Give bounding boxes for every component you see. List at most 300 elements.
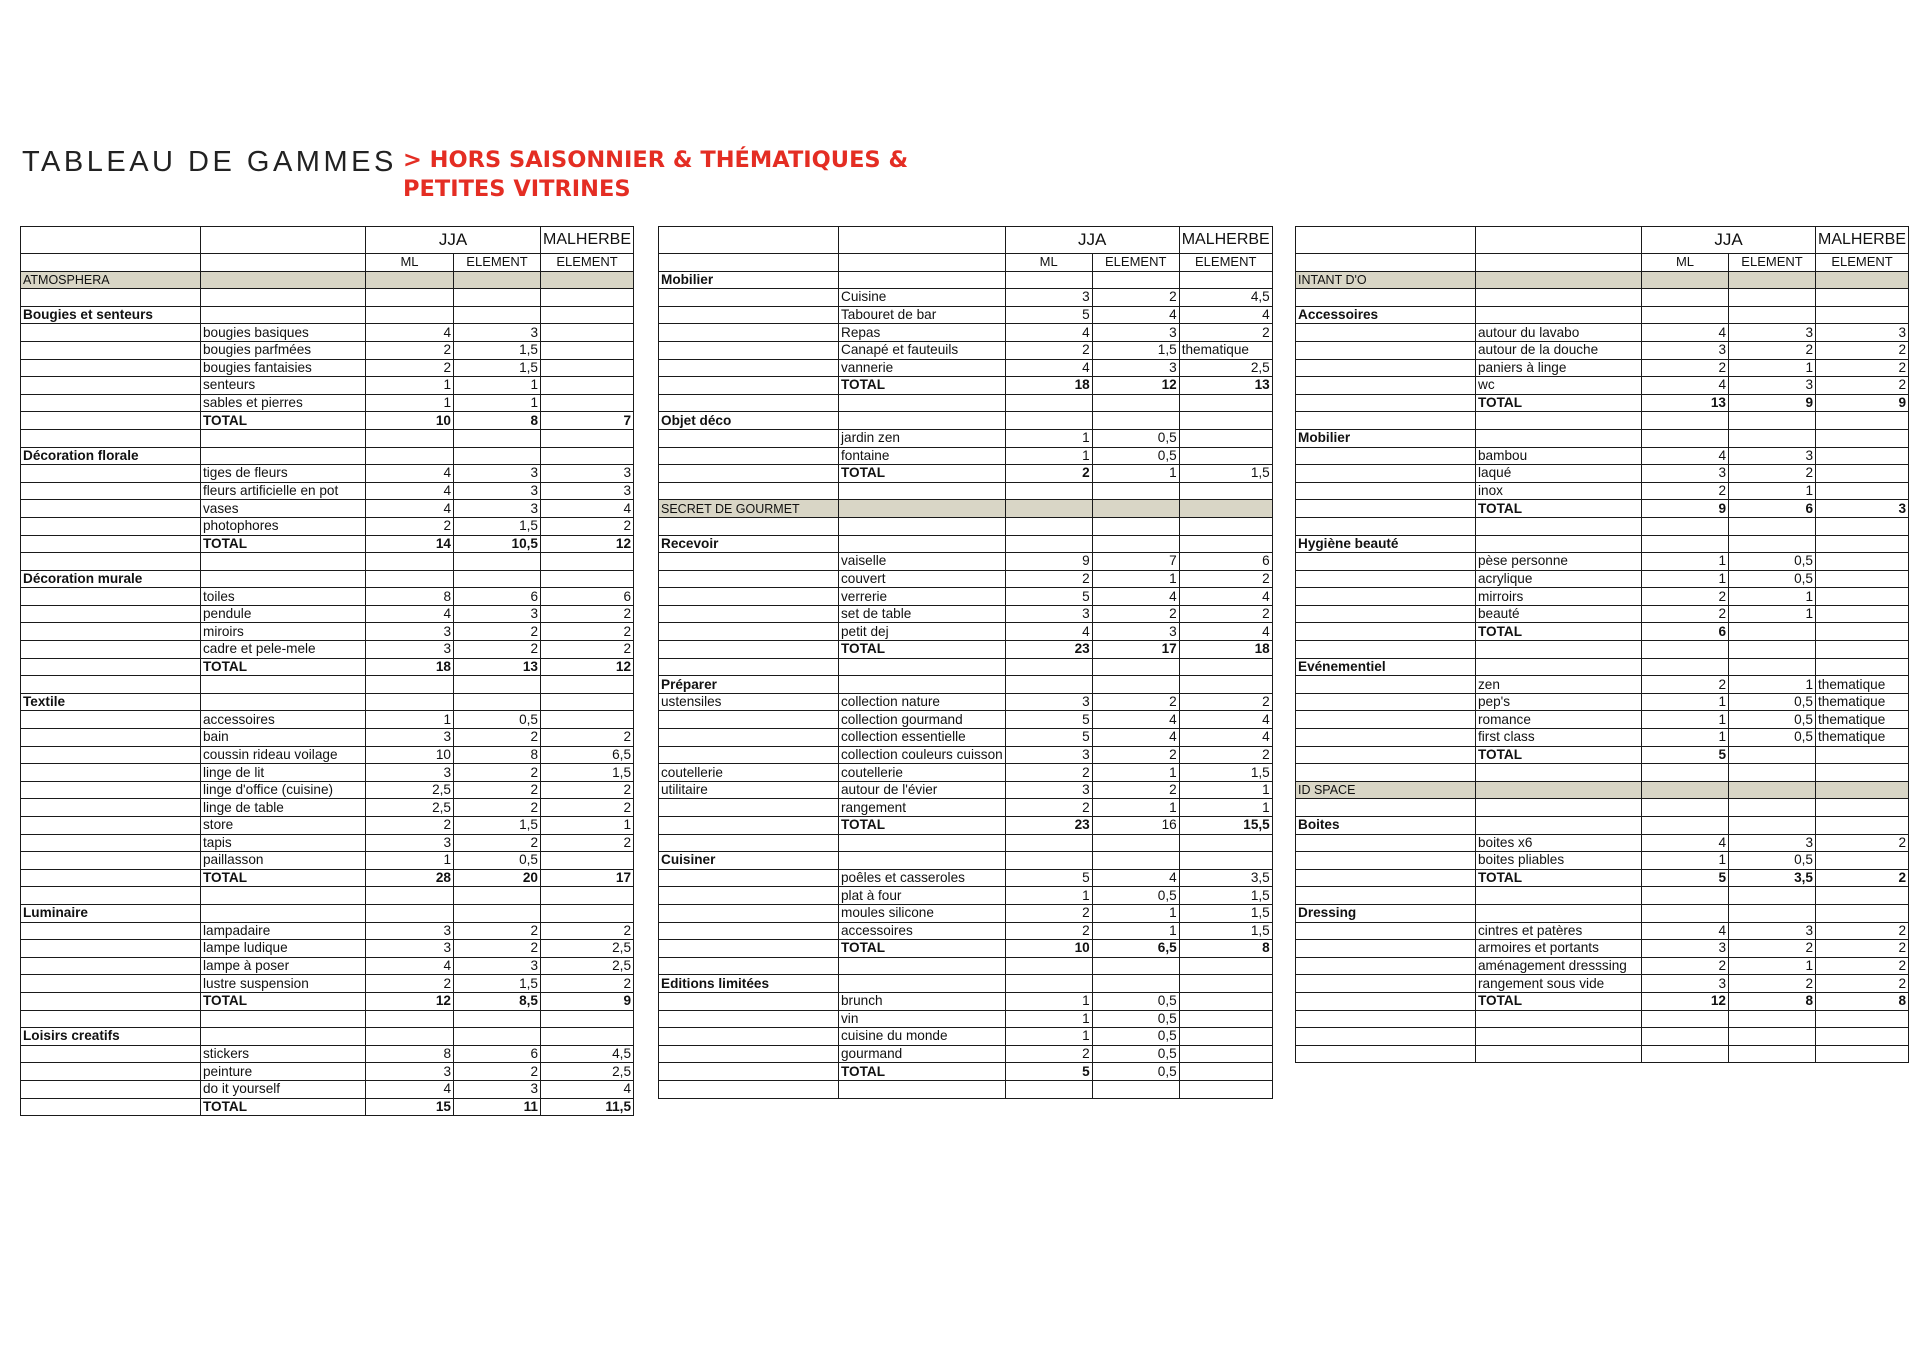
malherbe-cell: 1,5 — [1179, 465, 1272, 483]
item-cell: bougies basiques — [201, 324, 366, 342]
item-cell — [201, 1010, 366, 1028]
malherbe-cell — [541, 852, 634, 870]
table-row — [21, 746, 634, 764]
category-row — [1296, 817, 1909, 835]
element-cell: 0,5 — [454, 711, 541, 729]
table-row — [659, 1010, 1273, 1028]
malherbe-cell — [1179, 1010, 1272, 1028]
item-cell — [1476, 764, 1642, 782]
ml-cell — [1005, 412, 1092, 430]
group-cell — [1296, 482, 1476, 500]
table-row — [21, 957, 634, 975]
malherbe-cell — [1816, 781, 1909, 799]
group-cell — [659, 887, 839, 905]
ml-cell: 3 — [366, 922, 454, 940]
table-row — [659, 289, 1273, 307]
ml-cell: 3 — [366, 1063, 454, 1081]
element-cell — [454, 676, 541, 694]
total-row — [659, 1063, 1273, 1081]
malherbe-cell: 2 — [541, 729, 634, 747]
element-cell: 2 — [454, 641, 541, 659]
item-cell: toiles — [201, 588, 366, 606]
group-cell — [1296, 799, 1476, 817]
element-cell: 3 — [454, 1080, 541, 1098]
malherbe-cell: 1,5 — [1179, 922, 1272, 940]
malherbe-cell — [541, 553, 634, 571]
category-row — [21, 447, 634, 465]
malherbe-cell: thematique — [1816, 711, 1909, 729]
ml-cell: 8 — [366, 1045, 454, 1063]
element-cell — [1092, 412, 1179, 430]
ml-cell — [1642, 412, 1729, 430]
malherbe-cell: 15,5 — [1179, 817, 1272, 835]
ml-cell: 14 — [366, 535, 454, 553]
element-cell — [1729, 623, 1816, 641]
malherbe-cell — [1179, 517, 1272, 535]
table-row — [21, 676, 634, 694]
element-cell — [454, 289, 541, 307]
ml-cell: 5 — [1005, 869, 1092, 887]
element-cell — [1092, 852, 1179, 870]
category-row — [1296, 429, 1909, 447]
header-malherbe: MALHERBE — [1816, 227, 1909, 254]
ml-cell: 13 — [1642, 394, 1729, 412]
malherbe-cell: thematique — [1816, 693, 1909, 711]
ml-cell: 3 — [366, 834, 454, 852]
item-cell — [201, 904, 366, 922]
element-cell: 1 — [1729, 359, 1816, 377]
item-cell — [839, 975, 1006, 993]
item-cell — [839, 500, 1006, 518]
element-cell — [1092, 834, 1179, 852]
ml-cell: 5 — [1642, 746, 1729, 764]
item-cell: TOTAL — [839, 641, 1006, 659]
ml-cell: 3 — [1005, 746, 1092, 764]
item-cell — [1476, 535, 1642, 553]
ml-cell: 2 — [1005, 465, 1092, 483]
group-cell — [21, 957, 201, 975]
ml-cell — [1005, 482, 1092, 500]
element-cell — [1729, 781, 1816, 799]
item-cell: poêles et casseroles — [839, 869, 1006, 887]
category-title: Bougies et senteurs — [21, 306, 201, 324]
element-cell — [1729, 817, 1816, 835]
table-row — [1296, 359, 1909, 377]
category-row — [659, 676, 1273, 694]
item-cell — [1476, 306, 1642, 324]
category-row — [1296, 904, 1909, 922]
ml-cell — [1642, 817, 1729, 835]
group-cell — [1296, 412, 1476, 430]
malherbe-cell — [1179, 412, 1272, 430]
item-cell: TOTAL — [839, 377, 1006, 395]
section-title: ATMOSPHERA — [21, 271, 201, 289]
category-title: Mobilier — [1296, 429, 1476, 447]
malherbe-cell — [1179, 535, 1272, 553]
header-malherbe: MALHERBE — [541, 227, 634, 254]
malherbe-cell — [1816, 570, 1909, 588]
malherbe-cell: 2 — [541, 623, 634, 641]
group-cell — [1296, 992, 1476, 1010]
ml-cell — [366, 887, 454, 905]
group-cell — [659, 711, 839, 729]
malherbe-cell — [1179, 447, 1272, 465]
element-cell — [1092, 1080, 1179, 1098]
malherbe-cell — [1816, 1045, 1909, 1063]
item-cell — [1476, 289, 1642, 307]
table-row — [659, 992, 1273, 1010]
total-row — [1296, 992, 1909, 1010]
group-cell — [659, 817, 839, 835]
element-cell — [1729, 429, 1816, 447]
malherbe-cell: 4 — [1179, 623, 1272, 641]
element-cell: 0,5 — [1729, 729, 1816, 747]
element-cell: 1 — [1729, 588, 1816, 606]
group-cell — [21, 1098, 201, 1116]
element-cell: 8,5 — [454, 992, 541, 1010]
malherbe-cell: 3,5 — [1179, 869, 1272, 887]
item-cell — [839, 1080, 1006, 1098]
group-cell — [659, 922, 839, 940]
group-cell — [21, 623, 201, 641]
ml-cell: 2 — [1005, 922, 1092, 940]
group-cell — [21, 817, 201, 835]
group-cell — [1296, 940, 1476, 958]
group-cell — [21, 975, 201, 993]
malherbe-cell: 12 — [541, 658, 634, 676]
table-row — [21, 429, 634, 447]
ml-cell — [366, 271, 454, 289]
table-row — [21, 641, 634, 659]
malherbe-cell: 6 — [541, 588, 634, 606]
item-cell — [201, 289, 366, 307]
malherbe-cell: 2 — [1816, 359, 1909, 377]
ml-cell — [366, 570, 454, 588]
item-cell: rangement sous vide — [1476, 975, 1642, 993]
group-cell — [21, 1010, 201, 1028]
malherbe-cell — [1179, 1063, 1272, 1081]
item-cell: tapis — [201, 834, 366, 852]
element-cell: 0,5 — [1092, 429, 1179, 447]
malherbe-cell: 2 — [1816, 341, 1909, 359]
group-cell — [1296, 834, 1476, 852]
ml-cell: 1 — [366, 394, 454, 412]
ml-cell: 4 — [1642, 922, 1729, 940]
element-cell — [1729, 1010, 1816, 1028]
table-row — [659, 834, 1273, 852]
category-title: Recevoir — [659, 535, 839, 553]
table-row — [1296, 412, 1909, 430]
element-cell: 0,5 — [1729, 852, 1816, 870]
group-cell — [659, 394, 839, 412]
element-cell: 0,5 — [1092, 1045, 1179, 1063]
element-cell — [1092, 957, 1179, 975]
group-cell — [659, 957, 839, 975]
table-row — [659, 1080, 1273, 1098]
malherbe-cell — [1179, 975, 1272, 993]
malherbe-cell — [541, 676, 634, 694]
malherbe-cell — [1816, 1010, 1909, 1028]
element-cell: 2 — [454, 764, 541, 782]
element-cell — [1729, 1045, 1816, 1063]
ml-cell: 4 — [366, 482, 454, 500]
element-cell: 1,5 — [454, 975, 541, 993]
item-cell: accessoires — [201, 711, 366, 729]
malherbe-cell — [1816, 746, 1909, 764]
page-subtitle — [403, 146, 908, 204]
malherbe-cell: 2 — [541, 799, 634, 817]
category-row — [21, 570, 634, 588]
element-cell: 2 — [454, 922, 541, 940]
ml-cell: 2 — [1005, 1045, 1092, 1063]
malherbe-cell: 2 — [1816, 869, 1909, 887]
group-cell — [1296, 553, 1476, 571]
element-cell: 2 — [454, 623, 541, 641]
ml-cell — [1642, 306, 1729, 324]
item-cell: miroirs — [201, 623, 366, 641]
malherbe-cell: 2 — [1179, 693, 1272, 711]
item-cell: collection essentielle — [839, 729, 1006, 747]
table-row — [659, 1028, 1273, 1046]
ml-cell — [1642, 1045, 1729, 1063]
item-cell: vin — [839, 1010, 1006, 1028]
category-row — [659, 271, 1273, 289]
ml-cell: 4 — [1642, 377, 1729, 395]
table-row — [1296, 377, 1909, 395]
table-row — [1296, 693, 1909, 711]
item-cell — [201, 447, 366, 465]
item-cell: autour de la douche — [1476, 341, 1642, 359]
item-cell: paniers à linge — [1476, 359, 1642, 377]
header-element: ELEMENT — [1092, 254, 1179, 272]
item-cell: verrerie — [839, 588, 1006, 606]
element-cell: 4 — [1092, 869, 1179, 887]
ml-cell — [1005, 676, 1092, 694]
table-row — [1296, 641, 1909, 659]
item-cell: TOTAL — [839, 465, 1006, 483]
element-cell: 1,5 — [454, 517, 541, 535]
ml-cell: 23 — [1005, 817, 1092, 835]
ml-cell: 10 — [1005, 940, 1092, 958]
item-cell — [201, 887, 366, 905]
table-row — [1296, 1045, 1909, 1063]
malherbe-cell: 18 — [1179, 641, 1272, 659]
malherbe-cell — [1179, 500, 1272, 518]
element-cell: 2 — [454, 729, 541, 747]
item-cell: lustre suspension — [201, 975, 366, 993]
element-cell — [454, 429, 541, 447]
element-cell: 3 — [454, 605, 541, 623]
group-cell — [21, 429, 201, 447]
ml-cell: 4 — [366, 324, 454, 342]
item-cell: wc — [1476, 377, 1642, 395]
item-cell — [839, 412, 1006, 430]
group-cell — [1296, 465, 1476, 483]
item-cell: tiges de fleurs — [201, 465, 366, 483]
group-cell — [1296, 623, 1476, 641]
group-cell — [659, 605, 839, 623]
item-cell: TOTAL — [839, 817, 1006, 835]
group-cell — [1296, 869, 1476, 887]
group-cell — [21, 341, 201, 359]
malherbe-cell — [1816, 465, 1909, 483]
malherbe-cell: 12 — [541, 535, 634, 553]
ml-cell: 2 — [366, 359, 454, 377]
group-cell — [1296, 324, 1476, 342]
ml-cell — [1642, 904, 1729, 922]
table-row — [1296, 729, 1909, 747]
table-row — [1296, 605, 1909, 623]
table-row — [21, 817, 634, 835]
malherbe-cell — [541, 447, 634, 465]
malherbe-cell — [541, 693, 634, 711]
malherbe-cell: 3 — [541, 482, 634, 500]
malherbe-cell — [1179, 658, 1272, 676]
group-cell: coutellerie — [659, 764, 839, 782]
ml-cell: 4 — [366, 465, 454, 483]
group-cell — [659, 324, 839, 342]
ml-cell: 4 — [1642, 834, 1729, 852]
ml-cell: 10 — [366, 412, 454, 430]
item-cell: store — [201, 817, 366, 835]
item-cell: boites x6 — [1476, 834, 1642, 852]
group-cell — [21, 834, 201, 852]
table-row — [21, 605, 634, 623]
table-row — [659, 359, 1273, 377]
table-row — [659, 623, 1273, 641]
malherbe-cell: 17 — [541, 869, 634, 887]
category-row — [1296, 658, 1909, 676]
total-row — [21, 992, 634, 1010]
item-cell: TOTAL — [1476, 992, 1642, 1010]
element-cell: 2 — [1092, 605, 1179, 623]
category-title: Décoration murale — [21, 570, 201, 588]
group-cell — [1296, 289, 1476, 307]
malherbe-cell — [1816, 1028, 1909, 1046]
category-title: Objet déco — [659, 412, 839, 430]
table-row — [21, 781, 634, 799]
group-cell — [659, 517, 839, 535]
group-cell — [1296, 852, 1476, 870]
element-cell: 6,5 — [1092, 940, 1179, 958]
table-row — [21, 553, 634, 571]
group-cell — [21, 535, 201, 553]
table-row — [1296, 570, 1909, 588]
element-cell: 6 — [454, 588, 541, 606]
group-cell — [1296, 975, 1476, 993]
element-cell: 4 — [1092, 711, 1179, 729]
element-cell: 1 — [1729, 957, 1816, 975]
table-row — [1296, 676, 1909, 694]
ml-cell — [366, 1010, 454, 1028]
group-cell: utilitaire — [659, 781, 839, 799]
item-cell — [1476, 641, 1642, 659]
ml-cell: 1 — [1642, 553, 1729, 571]
ml-cell — [1642, 517, 1729, 535]
table-row — [659, 482, 1273, 500]
table-row — [659, 957, 1273, 975]
header-element: ELEMENT — [1816, 254, 1909, 272]
malherbe-cell — [1816, 658, 1909, 676]
ml-cell — [1005, 852, 1092, 870]
element-cell: 2 — [454, 940, 541, 958]
total-row — [1296, 394, 1909, 412]
ml-cell: 2 — [366, 817, 454, 835]
item-cell: linge d'office (cuisine) — [201, 781, 366, 799]
table-row — [21, 799, 634, 817]
ml-cell — [1642, 658, 1729, 676]
ml-cell — [366, 904, 454, 922]
ml-cell: 2,5 — [366, 799, 454, 817]
item-cell: TOTAL — [201, 869, 366, 887]
table-row — [659, 869, 1273, 887]
item-cell — [201, 676, 366, 694]
ml-cell: 2 — [1642, 957, 1729, 975]
element-cell — [1729, 887, 1816, 905]
group-cell — [21, 394, 201, 412]
ml-cell — [1642, 887, 1729, 905]
element-cell — [1729, 1028, 1816, 1046]
malherbe-cell — [541, 271, 634, 289]
element-cell: 3 — [454, 324, 541, 342]
ml-cell: 1 — [1642, 852, 1729, 870]
malherbe-cell: 2 — [1816, 957, 1909, 975]
element-cell: 4 — [1092, 729, 1179, 747]
ml-cell: 28 — [366, 869, 454, 887]
element-cell: 2 — [454, 1063, 541, 1081]
item-cell: Tabouret de bar — [839, 306, 1006, 324]
malherbe-cell — [1179, 676, 1272, 694]
group-cell — [659, 570, 839, 588]
item-cell — [1476, 429, 1642, 447]
element-cell — [1729, 271, 1816, 289]
group-cell — [21, 799, 201, 817]
ml-cell: 18 — [366, 658, 454, 676]
item-cell: aménagement dresssing — [1476, 957, 1642, 975]
item-cell — [839, 271, 1006, 289]
item-cell: coussin rideau voilage — [201, 746, 366, 764]
group-cell — [1296, 764, 1476, 782]
table-row — [659, 781, 1273, 799]
ml-cell — [1642, 535, 1729, 553]
element-cell: 3 — [1729, 377, 1816, 395]
element-cell — [1729, 746, 1816, 764]
malherbe-cell — [1179, 1045, 1272, 1063]
malherbe-cell — [541, 1028, 634, 1046]
malherbe-cell: thematique — [1816, 676, 1909, 694]
table-row — [21, 764, 634, 782]
table-row — [1296, 517, 1909, 535]
element-cell: 1 — [1729, 676, 1816, 694]
table-row — [21, 500, 634, 518]
category-title: Accessoires — [1296, 306, 1476, 324]
element-cell — [1729, 799, 1816, 817]
table-row — [21, 517, 634, 535]
ml-cell: 3 — [1642, 940, 1729, 958]
table-row — [21, 729, 634, 747]
total-row — [21, 658, 634, 676]
element-cell — [1729, 535, 1816, 553]
category-row — [21, 693, 634, 711]
ml-cell: 2 — [1642, 359, 1729, 377]
malherbe-cell: 2 — [541, 781, 634, 799]
item-cell — [839, 482, 1006, 500]
item-cell — [1476, 412, 1642, 430]
element-cell — [1729, 306, 1816, 324]
group-cell — [659, 289, 839, 307]
category-row — [659, 852, 1273, 870]
element-cell: 3 — [1729, 834, 1816, 852]
